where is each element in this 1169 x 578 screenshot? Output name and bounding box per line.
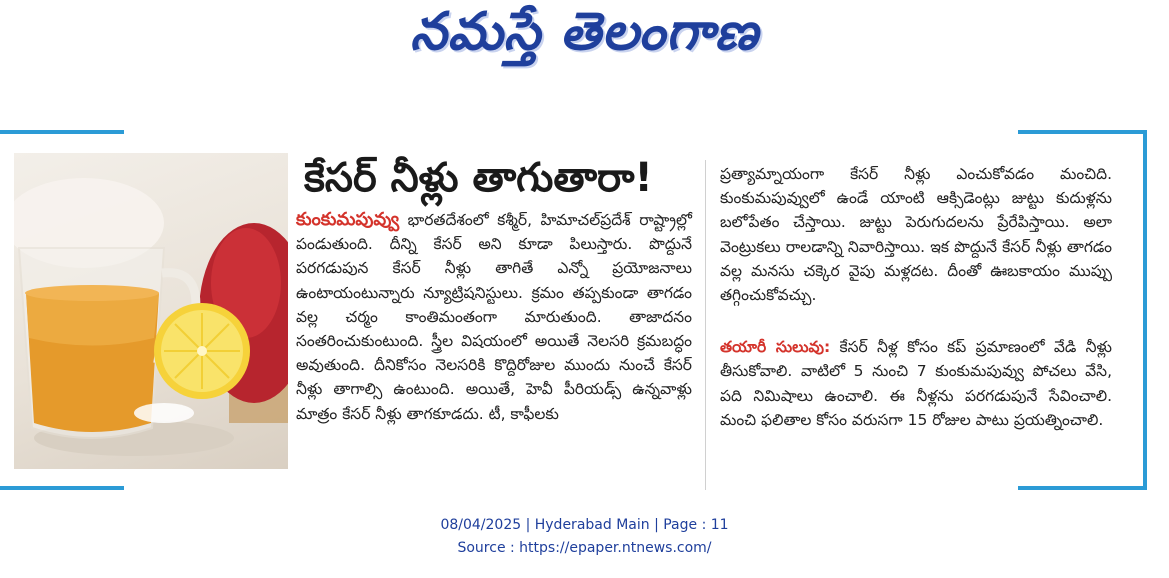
frame-line-bottom-left xyxy=(0,486,124,490)
frame-line-right xyxy=(1143,130,1147,490)
saffron-tea-photo xyxy=(14,153,288,469)
article-column-2 xyxy=(720,162,1112,432)
footer-edition-info: 08/04/2025 | Hyderabad Main | Page : 11 xyxy=(440,517,729,533)
article-headline: కేసర్ నీళ్లు తాగుతారా! xyxy=(304,155,653,201)
frame-line-bottom-right xyxy=(1018,486,1146,490)
masthead-logo: నమస్తే తెలంగాణ xyxy=(410,2,759,62)
preparation-subhead: తయారీ సులువు: xyxy=(720,338,831,357)
frame-line-top-right xyxy=(1018,130,1146,134)
saffron-tea-illustration xyxy=(14,153,288,469)
lead-word: కుంకుమపువ్వు xyxy=(296,209,400,230)
column2-paragraph-1: ప్రత్యామ్నాయంగా కేసర్ నీళ్లు ఎంచుకోవడం మంచిది. కుంకుమపువ్వులో ఉండే యాంటి ఆక్సిడెంట్లు జుట్టు కుదుళ్లను బలోపేతం చేస్తాయి. జుట్టు పెరుగుదలను ప్రేరేపిస్తాయి. అలా వెంట్రుకలు రాలడాన్ని నివారిస్తాయి. ఇక పొద్దునే కేసర్ నీళ్లు తాగడం వల్ల మనసు చక్కెర వైపు మళ్లదట. దీంతో ఊబకాయం ముప్పు తగ్గించుకోవచ్చు. xyxy=(720,165,1112,305)
column-divider xyxy=(705,160,706,490)
column1-text: భారతదేశంలో కశ్మీర్, హిమాచల్‌ప్రదేశ్ రాష్ట్రాల్లో పండుతుంది. దీన్ని కేసర్ అని కూడా పిలుస్తారు. పొద్దునే పరగడుపున కేసర్ నీళ్లు తాగితే ఎన్నో ప్రయోజనాలు ఉంటాయంటున్నారు న్యూట్రిషనిస్టులు. క్రమం తప్పకుండా తాగడం వల్ల చర్మం కాంతిమంతంగా మారుతుంది. తాజాదనం సంతరించుకుంటుంది. స్త్రీల విషయంలో అయితే నెలసరి క్రమబద్ధం అవుతుంది. దీనికోసం నెలసరికి కొద్దిరోజుల ముందు నుంచే కేసర్ నీళ్లు తాగాల్సి ఉంటుంది. అయితే, హెవీ పీరియడ్స్ ఉన్నవాళ్లు మాత్రం కేసర్ నీళ్లు తాగకూడదు. టీ, కాఫీలకు xyxy=(296,211,692,423)
article-column-1 xyxy=(296,208,692,426)
frame-line-top-left xyxy=(0,130,124,134)
column2-paragraph-2: కేసర్ నీళ్ల కోసం కప్ ప్రమాణంలో వేడి నీళ్లు తీసుకోవాలి. వాటిలో 5 నుంచి 7 కుంకుమపువ్వు పోచలు వేసి, పది నిమిషాలు ఉంచాలి. ఈ నీళ్లను పరగడుపునే సేవించాలి. మంచి ఫలితాల కోసం వరుసగా 15 రోజుల పాటు ప్రయత్నించాలి. xyxy=(720,338,1112,429)
footer-source[interactable]: Source : https://epaper.ntnews.com/ xyxy=(457,540,712,556)
